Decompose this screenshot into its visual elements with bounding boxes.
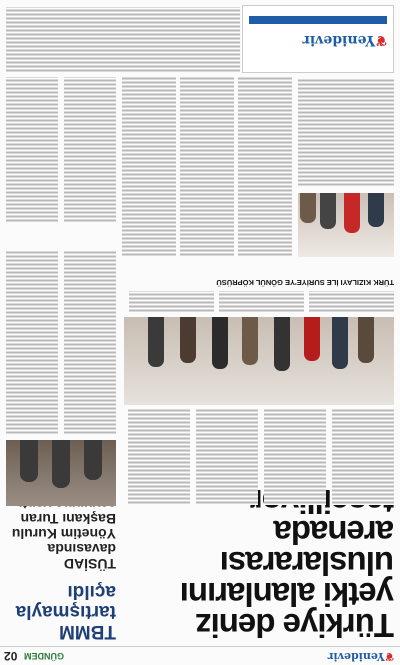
newspaper-logo: ❦Yenidevir bbox=[327, 650, 394, 663]
lead-headline: Türkiye deniz yetki alanlarını uluslararası arenada bbox=[180, 514, 394, 644]
promo-bar bbox=[249, 16, 387, 24]
second-body-column bbox=[180, 77, 234, 257]
second-story bbox=[124, 278, 394, 287]
masthead bbox=[0, 646, 400, 665]
lead-body-column bbox=[219, 291, 304, 313]
second-body-column bbox=[238, 77, 292, 257]
side-headline: TBMM tartışmayla açıldı bbox=[15, 581, 116, 642]
page-number: 02 bbox=[4, 649, 18, 663]
imprint-box bbox=[6, 7, 240, 73]
promo-box bbox=[242, 5, 394, 73]
promo-logo: ❦Yenidevir bbox=[302, 32, 387, 48]
second-story-photo bbox=[298, 193, 394, 257]
lead-body-column bbox=[309, 291, 394, 313]
side-body-column bbox=[6, 251, 58, 435]
second-story-title: TÜRK KIZILAYI İLE SURİYE'YE GÖNÜL KÖPRÜSÜ bbox=[216, 278, 394, 287]
lead-body-column bbox=[129, 291, 214, 313]
second-body-column bbox=[122, 77, 176, 257]
lead-body-column bbox=[332, 409, 394, 505]
section-label: GÜNDEM bbox=[24, 651, 64, 661]
side-body-column bbox=[64, 251, 116, 435]
tci-body-column bbox=[64, 77, 116, 223]
lead-body-column bbox=[128, 409, 190, 505]
side-subhead: TÜSİAD davasında Yönetim Kurulu Başkanı Turan bbox=[11, 511, 116, 572]
lead-body-column bbox=[196, 409, 258, 505]
side-photo bbox=[6, 440, 116, 506]
lead-photo bbox=[124, 317, 394, 405]
second-body-column bbox=[298, 79, 394, 187]
tci-body-column bbox=[6, 77, 58, 223]
lead-body-column bbox=[264, 409, 326, 505]
